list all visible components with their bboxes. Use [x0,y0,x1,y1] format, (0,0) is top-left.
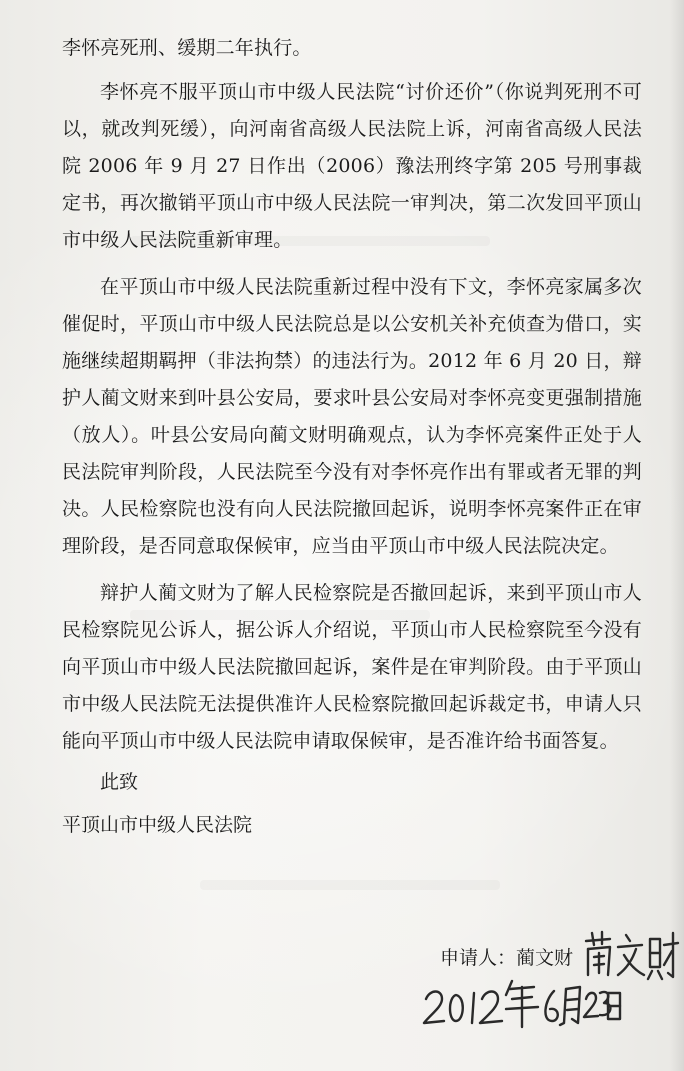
paragraph-continuation: 李怀亮死刑、缓期二年执行。 [62,37,312,59]
bleed-through-mark [200,880,500,890]
salutation: 此致 [100,771,139,793]
document-body [62,30,642,844]
handwritten-date [422,973,622,1033]
paragraph-retrial: 在平顶山市中级人民法院重新过程中没有下文，李怀亮家属多次催促时，平顶山市中级人民法院总是以公安机关补充侦查为借口，实施继续超期羁押（非法拘禁）的违法行为。2012 年 6 月 20 日，辩护人蔺文财来到叶县公安局，要求叶县公安局对李怀亮变更强制措施（放人）。叶县公安局向蔺文财明确观点，认为李怀亮案件正处于人民法院审判阶段，人民法院至今没有对李怀亮作出有罪或者无罪的判决。人民检察院也没有向人民法院撤回起诉，说明李怀亮案件正在审理阶段，是否同意取保候审，应当由平顶山市中级人民法院决定。 [62,276,642,557]
recipient: 平顶山市中级人民法院 [62,814,253,836]
signature-block [440,935,680,1025]
paragraph-procuratorate: 辩护人蔺文财为了解人民检察院是否撤回起诉，来到平顶山市人民检察院见公诉人，据公诉人介绍说，平顶山市人民检察院至今没有向平顶山市中级人民法院撤回起诉，案件是在审判阶段。由于平顶山市中级人民法院无法提供准许人民检察院撤回起诉裁定书，申请人只能向平顶山市中级人民法院申请取保候审，是否准许给书面答复。 [62,582,642,752]
applicant-label: 申请人：蔺文财 [440,947,574,969]
paragraph-appeal: 李怀亮不服平顶山市中级人民法院“讨价还价”（你说判死刑不可以，就改判死缓），向河南省高级人民法院上诉，河南省高级人民法院 2006 年 9 月 27 日作出（2006）豫法刑终字第 205 号刑事裁定书，再次撤销平顶山市中级人民法院一审判决，第二次发回平顶山市中级人民法院重新审理。 [62,81,642,251]
page-edge-shadow [670,0,684,1071]
